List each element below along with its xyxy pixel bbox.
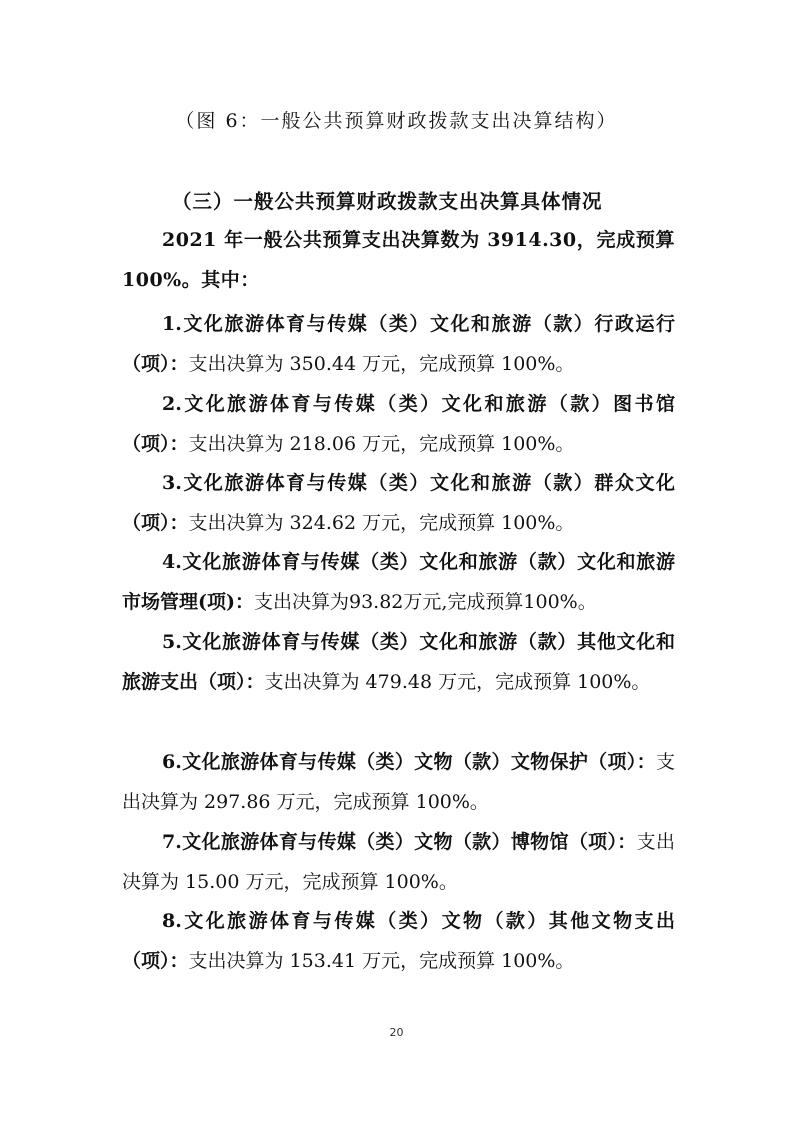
item-text: 支出决算为 15.00 万元，完成预算 100%。 — [122, 831, 675, 893]
item-title: 6.文化旅游体育与传媒（类）文物（款）文物保护（项）： — [162, 751, 656, 773]
item-paragraph-3 — [122, 464, 675, 543]
item-title: 2.文化旅游体育与传媒（类）文化和旅游（款）图书馆（项）： — [122, 393, 675, 455]
item-text: 支出决算为 218.06 万元，完成预算 100%。 — [188, 432, 575, 455]
item-title: 5.文化旅游体育与传媒（类）文化和旅游（款）其他文化和旅游支出（项）： — [122, 631, 675, 693]
item-text: 支出决算为 324.62 万元，完成预算 100%。 — [188, 511, 575, 534]
item-paragraph-7 — [122, 823, 675, 902]
summary-text: 2021 年一般公共预算支出决算数为 3914.30，完成预算 100%。其中： — [122, 229, 675, 291]
figure-caption: （图 6：一般公共预算财政拨款支出决算结构） — [175, 110, 618, 132]
item-title: 7.文化旅游体育与传媒（类）文物（款）博物馆（项）： — [162, 831, 637, 853]
item-title: 3.文化旅游体育与传媒（类）文化和旅游（款）群众文化（项）： — [122, 472, 675, 534]
item-paragraph-6 — [122, 743, 675, 822]
item-paragraph-5 — [122, 623, 675, 702]
item-title: 1.文化旅游体育与传媒（类）文化和旅游（款）行政运行（项）： — [122, 313, 675, 375]
item-text: 支出决算为 297.86 万元，完成预算 100%。 — [122, 751, 675, 813]
item-text: 支出决算为 153.41 万元，完成预算 100%。 — [188, 949, 575, 972]
section-heading: （三）一般公共预算财政拨款支出决算具体情况 — [172, 190, 603, 213]
item-text: 支出决算为 350.44 万元，完成预算 100%。 — [188, 352, 575, 375]
page-number: 20 — [389, 1026, 404, 1039]
item-paragraph-4 — [122, 543, 675, 622]
summary-paragraph — [122, 221, 675, 300]
item-paragraph-2 — [122, 385, 675, 464]
item-title: 4.文化旅游体育与传媒（类）文化和旅游（款）文化和旅游市场管理(项)： — [122, 551, 675, 613]
item-text: 支出决算为 479.48 万元，完成预算 100%。 — [264, 670, 651, 693]
item-paragraph-8 — [122, 902, 675, 981]
item-text: 支出决算为93.82万元,完成预算100%。 — [253, 590, 597, 613]
item-paragraph-1 — [122, 305, 675, 384]
item-title: 8.文化旅游体育与传媒（类）文物（款）其他文物支出（项）： — [122, 910, 675, 972]
